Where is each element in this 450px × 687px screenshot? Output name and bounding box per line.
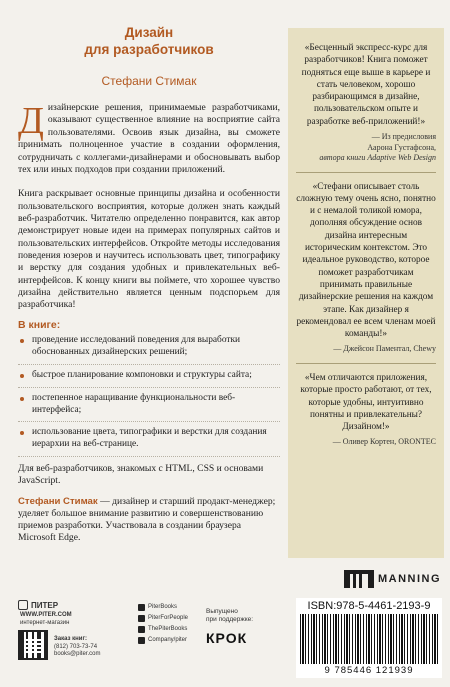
support-line: при поддержке: (206, 615, 254, 623)
quote-attribution: — Оливер Кортен, ORONTEC (332, 437, 436, 447)
social-handle: Company/piter (148, 637, 188, 643)
isbn-barcode (296, 598, 442, 678)
manning-mark-icon (344, 570, 374, 588)
divider (296, 363, 436, 364)
in-book-heading: В книге: (18, 319, 61, 332)
barcode-icon (300, 614, 438, 664)
piter-emblem-icon (18, 600, 28, 610)
bio-text: — дизайнер и старший продакт-менеджер; уделяет большое внимание развитию и совершенствованию приемов разработки. Участвовала в создании браузера Microsoft Edge. (18, 495, 276, 544)
list-item: проведение исследований поведения для выработки обоснованных дизайнерских решений; (18, 335, 280, 365)
attribution-line: — Из предисловия (371, 132, 436, 142)
bio-author-name: Стефани Стимак (18, 495, 98, 507)
manning-logo (344, 568, 441, 590)
description-paragraph: Книга раскрывает основные принципы дизайна и особенности пользовательского восприятия, которые должен знать каждый веб-разработчик. Читателю определенно понравится, как автор демонстрирует новые идеи на примерах популярных сайтов и пользовательских интерфейсов. Откройте методы исследования поведения юзеров и научитесь использовать цвет, типографику и верстку для создания удобных и привлекательных веб-интерфейсов. К концу книги вы поймете, что хорошее чувство дизайна действительно является ценным подспорьем для разработчика! (18, 188, 280, 311)
social-item (138, 624, 188, 635)
list-item: использование цвета, типографики и верстки для создания иерархии на веб-странице. (18, 427, 280, 457)
book-author: Стефани Стимак (101, 74, 197, 88)
publisher-website: WWW.PITER.COM (20, 612, 72, 618)
quote-text: «Бесценный экспресс-курс для разработчиков! Книга поможет подняться еще выше в карьере и стать человеком, хорошо разбирающимся в дизайне, пользовательском опыте и разработке веб-приложений!» (301, 43, 431, 127)
lead-text: изайнерские решения, принимаемые разработчиками, оказывают существенное влияние на восприятие сайта пользователями. Освоив язык дизайна, вы сможете принимать полноценное участие в создании оформления, сотрудничать с коллегами-дизайнерами и обосновывать выбор тех или иных подходов при создании приложений. (18, 102, 280, 176)
order-label: Заказ книг: (54, 636, 87, 642)
social-item (138, 635, 188, 646)
quotes-panel (288, 28, 444, 558)
support-label (206, 608, 253, 623)
social-item (138, 602, 188, 613)
piter-wordmark: ПИТЕР (31, 600, 59, 610)
book-title (18, 24, 280, 58)
list-item: постепенное наращивание функциональности веб-интерфейса; (18, 393, 280, 423)
divider (296, 172, 436, 173)
isbn-text: ISBN:978-5-4461-2193-9 (307, 600, 431, 612)
description-column (18, 14, 280, 545)
quote-attribution (288, 132, 444, 164)
quote-text: «Стефани описывает столь сложную тему очень ясно, понятно и с немалой толикой юмора, дополняя обсуждение основ дизайна интересным историческим контекстом. Это идеальное руководство, которое поможет разработчикам принимать правильные дизайнерские решения на каждом этапе. Как дизайнер я рекомендовал ее всем членам моей команды!» (296, 181, 436, 340)
ean-text: 9 785446 121939 (324, 665, 414, 676)
order-info (54, 636, 100, 659)
quote-text: «Чем отличаются приложения, которые просто работают, от тех, которые удобны, интуитивно понятны и привлекательны? Дизайном!» (300, 372, 432, 433)
book-title-line2: для разработчиков (84, 42, 214, 57)
krok-logo: КРОК (206, 630, 248, 646)
manning-wordmark: MANNING (378, 573, 442, 585)
support-line: Выпущено (206, 608, 238, 615)
instagram-icon (138, 626, 145, 633)
quote-attribution: — Джейсон Паментал, Chewy (333, 344, 436, 354)
order-email: books@piter.com (54, 651, 101, 657)
social-handle: PiterForPeople (148, 615, 189, 621)
social-links (138, 602, 188, 646)
attribution-line: Аарона Густафсона, (367, 142, 436, 152)
vk-icon (138, 604, 145, 611)
book-title-line1: Дизайн (124, 25, 174, 40)
qr-code-icon (18, 630, 48, 660)
drop-cap: Д (18, 100, 44, 142)
lead-paragraph (18, 102, 280, 176)
social-handle: ThePiterBooks (148, 626, 188, 632)
attribution-line: автора книги Adaptive Web Design (319, 153, 436, 163)
list-item: быстрое планирование компоновки и структуры сайта; (18, 370, 280, 388)
facebook-icon (138, 615, 145, 622)
feature-list (18, 335, 280, 457)
linkedin-icon (138, 637, 145, 644)
social-item (138, 613, 188, 624)
order-phone: (812) 703-73-74 (54, 643, 98, 650)
author-bio (18, 496, 280, 545)
publisher-footer (18, 600, 288, 672)
audience-text: Для веб-разработчиков, знакомых с HTML, CSS и основами JavaScript. (18, 462, 264, 487)
social-handle: PiterBooks (148, 604, 178, 610)
publisher-shop-label: интернет-магазин (20, 620, 70, 626)
